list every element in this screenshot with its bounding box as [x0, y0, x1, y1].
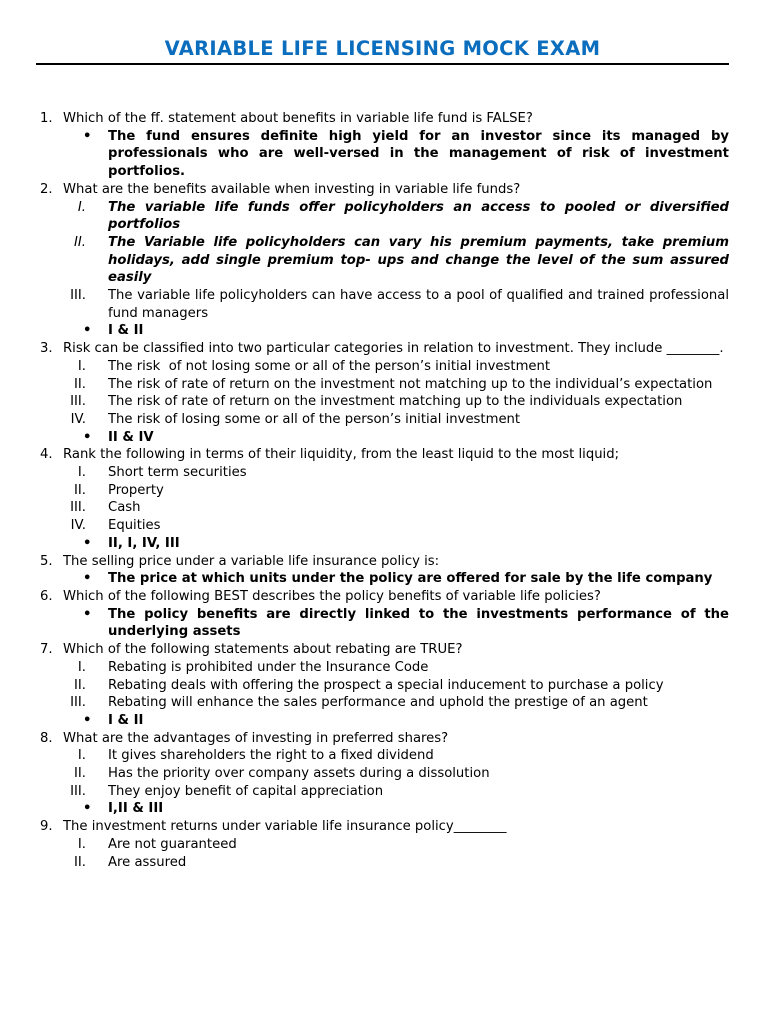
answer-text: The policy benefits are directly linked to the investments performance of the underlying assets	[108, 606, 729, 640]
option	[40, 411, 729, 429]
option	[40, 287, 729, 322]
option-text: Equities	[108, 518, 161, 534]
question-number: 6.	[40, 588, 53, 604]
bullet-icon: •	[83, 801, 92, 817]
option-numeral: II.	[74, 234, 86, 250]
option	[40, 234, 729, 287]
question-text: Which of the following statements about rebating are TRUE?	[63, 642, 463, 658]
answer-text: The price at which units under the policy are offered for sale by the life company	[108, 571, 713, 587]
option-numeral: I.	[77, 465, 86, 481]
option	[40, 677, 729, 695]
question-6	[40, 588, 729, 606]
option-text: Rebating will enhance the sales performance and uphold the prestige of an agent	[108, 695, 648, 711]
option-numeral: I.	[77, 659, 86, 675]
option	[40, 747, 729, 765]
question-text: What are the benefits available when investing in variable life funds?	[63, 181, 521, 197]
option-text: The risk of losing some or all of the person’s initial investment	[108, 411, 521, 427]
option-text: The risk of rate of return on the investment not matching up to the individual’s expectation	[108, 376, 713, 392]
question-text: Which of the ff. statement about benefits in variable life fund is FALSE?	[63, 111, 533, 126]
answer-5	[40, 570, 729, 588]
option-numeral: I.	[77, 199, 86, 215]
question-7	[40, 641, 729, 659]
option-text: Cash	[108, 500, 141, 516]
answer-text: I,II & III	[108, 801, 164, 817]
question-text: Which of the following BEST describes the policy benefits of variable life policies?	[63, 588, 601, 604]
option-numeral: II.	[74, 766, 86, 782]
option-numeral: I.	[77, 836, 86, 852]
option	[40, 499, 729, 517]
option-numeral: III.	[70, 394, 86, 410]
answer-text: II & IV	[108, 429, 154, 445]
answer-text: The fund ensures definite high yield for an investor since its managed by professionals who are well-versed in the management of risk of investment portfolios.	[108, 128, 729, 180]
question-3	[40, 340, 729, 358]
option-numeral: II.	[74, 677, 86, 693]
answer-7	[40, 712, 729, 730]
bullet-icon: •	[83, 571, 92, 587]
option-numeral: II.	[74, 482, 86, 498]
option	[40, 393, 729, 411]
question-number: 4.	[40, 447, 53, 463]
bullet-icon: •	[83, 606, 92, 622]
question-9	[40, 818, 729, 836]
question-1	[40, 110, 729, 128]
option-numeral: I.	[77, 358, 86, 374]
option-text: It gives shareholders the right to a fixed dividend	[108, 748, 434, 764]
option-numeral: III.	[70, 500, 86, 516]
option	[40, 659, 729, 677]
option-text: Are assured	[108, 854, 187, 870]
answer-text: I & II	[108, 712, 144, 728]
question-5	[40, 553, 729, 571]
bullet-icon: •	[83, 128, 92, 144]
option-numeral: III.	[70, 288, 86, 304]
answer-text: II, I, IV, III	[108, 535, 180, 551]
answer-3	[40, 429, 729, 447]
bullet-icon: •	[83, 712, 92, 728]
option-numeral: IV.	[70, 411, 86, 427]
question-number: 2.	[40, 181, 53, 197]
bullet-icon: •	[83, 323, 92, 339]
answer-2	[40, 322, 729, 340]
question-text: The selling price under a variable life insurance policy is:	[63, 553, 440, 569]
option-numeral: IV.	[70, 518, 86, 534]
question-8	[40, 730, 729, 748]
page-title: VARIABLE LIFE LICENSING MOCK EXAM	[164, 37, 601, 60]
title-underline	[36, 63, 729, 65]
option	[40, 765, 729, 783]
question-text: What are the advantages of investing in preferred shares?	[63, 730, 449, 746]
option	[40, 199, 729, 234]
question-number: 3.	[40, 341, 53, 357]
answer-1	[40, 128, 729, 181]
option-text: They enjoy benefit of capital appreciation	[108, 783, 384, 799]
bullet-icon: •	[83, 535, 92, 551]
question-text: Risk can be classified into two particular categories in relation to investment. They include ________.	[63, 341, 724, 357]
option	[40, 376, 729, 394]
bullet-icon: •	[83, 429, 92, 445]
answer-8	[40, 800, 729, 818]
answer-6	[40, 606, 729, 641]
option-text: Rebating deals with offering the prospect a special inducement to purchase a policy	[108, 677, 664, 693]
option-numeral: III.	[70, 695, 86, 711]
option	[40, 694, 729, 712]
option-text: Short term securities	[108, 465, 247, 481]
option	[40, 854, 729, 872]
question-number: 8.	[40, 730, 53, 746]
option	[40, 783, 729, 801]
answer-text: I & II	[108, 323, 144, 339]
option-numeral: III.	[70, 783, 86, 799]
option-text: The risk of not losing some or all of the person’s initial investment	[108, 358, 551, 374]
option	[40, 517, 729, 535]
question-number: 7.	[40, 642, 53, 658]
question-text: Rank the following in terms of their liquidity, from the least liquid to the most liquid;	[63, 447, 620, 463]
option-text: Has the priority over company assets during a dissolution	[108, 766, 490, 782]
option-text: The variable life funds offer policyholders an access to pooled or diversified portfolios	[108, 199, 729, 233]
option-numeral: II.	[74, 376, 86, 392]
option-numeral: II.	[74, 854, 86, 870]
question-list	[40, 110, 729, 871]
option	[40, 464, 729, 482]
question-text: The investment returns under variable life insurance policy________	[63, 819, 507, 835]
option	[40, 358, 729, 376]
option-text: Property	[108, 482, 164, 498]
question-2	[40, 181, 729, 199]
option	[40, 482, 729, 500]
option-text: Are not guaranteed	[108, 836, 237, 852]
option-text: The variable life policyholders can have access to a pool of qualified and trained professional fund managers	[108, 288, 729, 321]
option-text: Rebating is prohibited under the Insurance Code	[108, 659, 429, 675]
question-number: 5.	[40, 553, 53, 569]
answer-4	[40, 535, 729, 553]
option-numeral: I.	[77, 748, 86, 764]
question-number: 9.	[40, 819, 53, 835]
option	[40, 836, 729, 854]
option-text: The Variable life policyholders can vary his premium payments, take premium holidays, add single premium top- ups and change the level of the sum assured easily	[108, 234, 729, 286]
option-text: The risk of rate of return on the investment matching up to the individuals expectation	[108, 394, 683, 410]
question-number: 1.	[40, 111, 53, 126]
question-4	[40, 446, 729, 464]
